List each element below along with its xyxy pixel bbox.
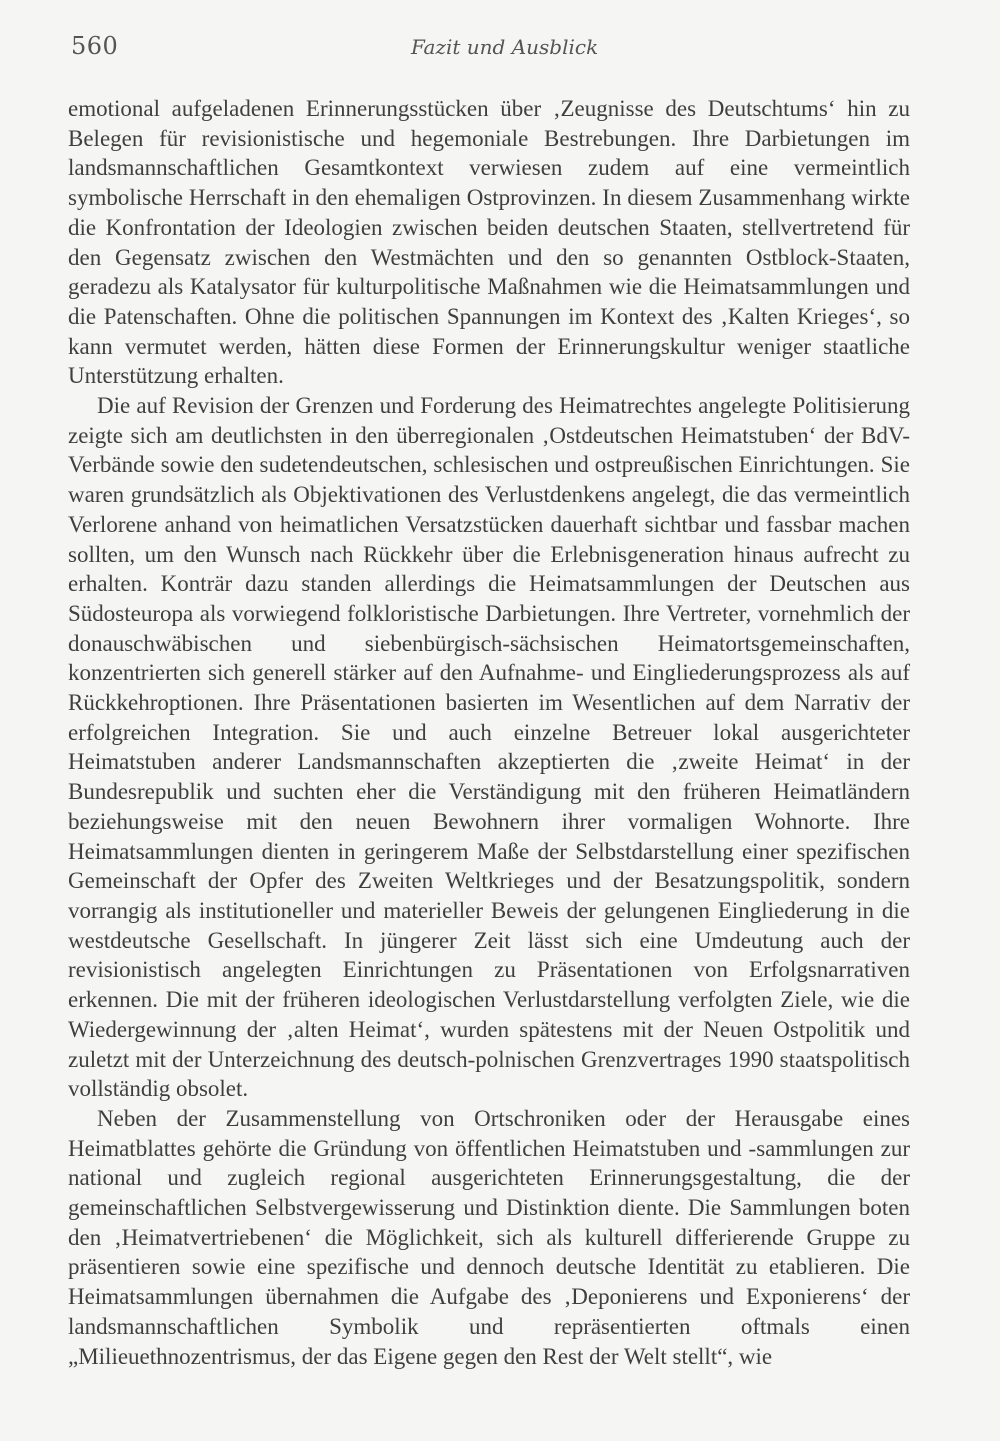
paragraph-politisierung: Die auf Revision der Grenzen und Forderung des Heimatrechtes angelegte Politisierung zeigte sich am deutlichsten in den überregionalen ‚Ostdeutschen Heimatstuben‘ der BdV-Verbände sowie den sudetendeutschen, schlesischen und ostpreußischen Einrichtungen. Sie waren grundsätzlich als Objektivationen des Verlustdenkens angelegt, die das vermeintlich Verlorene anhand von heimatlichen Versatzstücken dauerhaft sichtbar und fassbar machen sollten, um den Wunsch nach Rückkehr über die Erlebnisgeneration hinaus aufrecht zu erhalten. Konträr dazu standen allerdings die Heimatsammlungen der Deutschen aus Südosteuropa als vorwiegend folkloristische Darbietungen. Ihre Vertreter, vornehmlich der donauschwäbischen und siebenbürgisch-sächsischen Heimatortsgemeinschaften, konzentrierten sich generell stärker auf den Aufnahme- und Eingliederungsprozess als auf Rückkehroptionen. Ihre Präsentationen basierten im Wesentlichen auf dem Narrativ der erfolgreichen Integration. Sie und auch einzelne Betreuer lokal ausgerichteter Heimatstuben anderer Landsmannschaften akzeptierten die ‚zweite Heimat‘ in der Bundesrepublik und suchten eher die Verständigung mit den früheren Heimatländern beziehungsweise mit den neuen Bewohnern ihrer vormaligen Wohnorte. Ihre Heimatsammlungen dienten in geringerem Maße der Selbstdarstellung einer spezifischen Gemeinschaft der Opfer des Zweiten Weltkrieges und der Besatzungspolitik, sondern vorrangig als institutioneller und materieller Beweis der gelungenen Eingliederung in die westdeutsche Gesellschaft. In jüngerer Zeit lässt sich eine Umdeutung auch der revisionistisch angelegten Einrichtungen zu Präsentationen von Erfolgsnarrativen erkennen. Die mit der früheren ideologischen Verlustdarstellung verfolgten Ziele, wie die Wiedergewinnung der ‚alten Heimat‘, wurden spätestens mit der Neuen Ostpolitik und zuletzt mit der Unterzeichnung des deutsch-polnischen Grenzvertrages 1990 staatspolitisch vollständig obsolet. xyxy=(68,393,910,1102)
paragraph-heimatsammlungen: Neben der Zusammenstellung von Ortschroniken oder der Herausgabe eines Heimatblattes gehörte die Gründung von öffentlichen Heimatstuben und -sammlungen zur national und zugleich regional ausgerichteten Erinnerungsgestaltung, die der gemeinschaftlichen Selbstvergewisserung und Distinktion diente. Die Sammlungen boten den ‚Heimatvertriebenen‘ die Möglichkeit, sich als kulturell differierende Gruppe zu präsentieren sowie eine spezifische und dennoch deutsche Identität zu etablieren. Die Heimatsammlungen übernahmen die Aufgabe des ‚Deponierens und Exponierens‘ der landsmannschaftlichen Symbolik und repräsentierten oftmals einen „Milieuethnozentrismus, der das Eigene gegen den Rest der Welt stellt“, wie xyxy=(68,1105,910,1369)
running-title: Fazit und Ausblick xyxy=(411,35,599,59)
paragraph-continuation: emotional aufgeladenen Erinnerungsstücken über ‚Zeugnisse des Deutschtums‘ hin zu Belegen für revisionistische und hegemoniale Bestrebungen. Ihre Darbietungen im landsmannschaftlichen Gesamtkontext verwiesen zudem auf eine vermeintlich symbolische Herrschaft in den ehemaligen Ostprovinzen. In diesem Zusammenhang wirkte die Konfrontation der Ideologien zwischen beiden deutschen Staaten, stellvertretend für den Gegensatz zwischen den Westmächten und den so genannten Ostblock-Staaten, geradezu als Katalysator für kulturpolitische Maßnahmen wie die Heimatsammlungen und die Patenschaften. Ohne die politischen Spannungen im Kontext des ‚Kalten Krieges‘, so kann vermutet werden, hätten diese Formen der Erinnerungskultur weniger staatliche Unterstützung erhalten. xyxy=(68,96,910,389)
body-text xyxy=(68,94,910,1371)
page-number: 560 xyxy=(71,32,119,60)
running-head xyxy=(68,28,912,68)
